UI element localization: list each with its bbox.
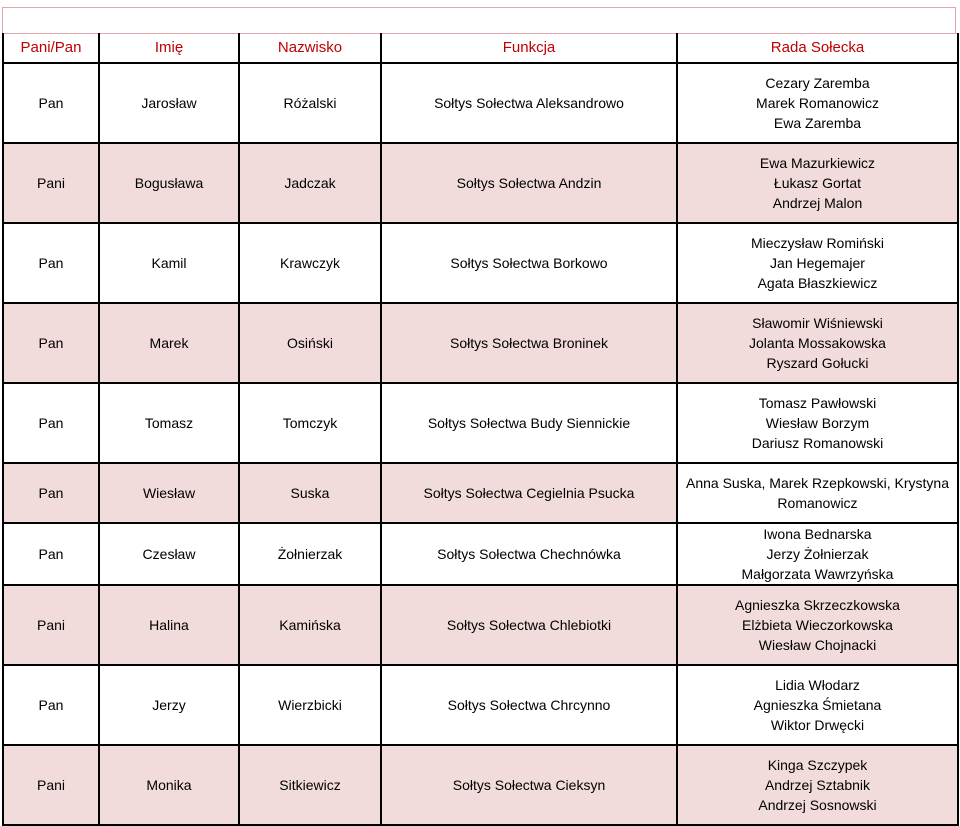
table-row: [3, 303, 958, 383]
table-row: [3, 63, 958, 143]
council-member: Wiesław Borzym: [765, 414, 870, 431]
cell-title: Pan: [3, 383, 99, 463]
cell-last-name: Jadczak: [239, 143, 381, 223]
cell-title: Pan: [3, 665, 99, 745]
cell-council: [677, 143, 958, 223]
cell-council: [677, 63, 958, 143]
cell-last-name: Tomczyk: [239, 383, 381, 463]
cell-first-name: Tomasz: [99, 383, 239, 463]
cell-first-name: Monika: [99, 745, 239, 825]
council-member: Cezary Zaremba: [765, 74, 870, 91]
council-member: Agata Błaszkiewicz: [757, 274, 878, 291]
header-first-name: Imię: [99, 34, 239, 63]
cell-council: [677, 303, 958, 383]
cell-title: Pan: [3, 223, 99, 303]
cell-title: Pan: [3, 463, 99, 523]
cell-first-name: Kamil: [99, 223, 239, 303]
cell-function: Sołtys Sołectwa Broninek: [381, 303, 677, 383]
council-member: Ewa Zaremba: [773, 114, 862, 131]
table-row: [3, 665, 958, 745]
cell-first-name: Marek: [99, 303, 239, 383]
council-member: Agnieszka Śmietana: [753, 696, 882, 713]
empty-header-cell: [2, 7, 956, 33]
header-council: Rada Sołecka: [677, 34, 958, 63]
cell-function: Sołtys Sołectwa Chlebiotki: [381, 585, 677, 665]
council-member: Sławomir Wiśniewski: [752, 314, 883, 331]
cell-title: Pani: [3, 143, 99, 223]
cell-council: [677, 523, 958, 585]
cell-council: [677, 665, 958, 745]
cell-first-name: Wiesław: [99, 463, 239, 523]
cell-last-name: Wierzbicki: [239, 665, 381, 745]
cell-title: Pan: [3, 63, 99, 143]
cell-title: Pani: [3, 745, 99, 825]
table-row: [3, 585, 958, 665]
council-member: Andrzej Sosnowski: [758, 796, 877, 813]
table-row: [3, 143, 958, 223]
header-title: Pani/Pan: [3, 34, 99, 63]
council-member: Łukasz Gortat: [773, 174, 862, 191]
cell-last-name: Suska: [239, 463, 381, 523]
village-council-table: [2, 33, 959, 826]
council-member: Mieczysław Romiński: [750, 234, 885, 251]
header-function: Funkcja: [381, 34, 677, 63]
cell-last-name: Krawczyk: [239, 223, 381, 303]
cell-council: [677, 223, 958, 303]
cell-function: Sołtys Sołectwa Cieksyn: [381, 745, 677, 825]
council-member: Wiktor Drwęcki: [770, 716, 865, 733]
cell-first-name: Bogusława: [99, 143, 239, 223]
cell-title: Pan: [3, 523, 99, 585]
cell-last-name: Różalski: [239, 63, 381, 143]
cell-function: Sołtys Sołectwa Borkowo: [381, 223, 677, 303]
council-member: Elżbieta Wieczorkowska: [742, 616, 893, 633]
table-row: [3, 383, 958, 463]
council-member: Kinga Szczypek: [767, 756, 868, 773]
cell-function: Sołtys Sołectwa Chrcynno: [381, 665, 677, 745]
council-member: Jan Hegemajer: [770, 254, 865, 271]
council-member: Lidia Włodarz: [775, 676, 860, 693]
cell-first-name: Halina: [99, 585, 239, 665]
cell-council: [677, 585, 958, 665]
table-row: [3, 463, 958, 523]
council-member: Iwona Bednarska: [763, 525, 872, 542]
cell-last-name: Sitkiewicz: [239, 745, 381, 825]
header-row: [3, 34, 958, 63]
cell-title: Pan: [3, 303, 99, 383]
cell-last-name: Żołnierzak: [239, 523, 381, 585]
council-member: Ryszard Gołucki: [766, 354, 869, 371]
table-row: [3, 523, 958, 585]
council-member: Anna Suska, Marek Rzepkowski, Krystyna: [686, 474, 949, 491]
cell-function: Sołtys Sołectwa Cegielnia Psucka: [381, 463, 677, 523]
cell-first-name: Czesław: [99, 523, 239, 585]
header-last-name: Nazwisko: [239, 34, 381, 63]
cell-first-name: Jerzy: [99, 665, 239, 745]
council-member: Andrzej Malon: [772, 194, 863, 211]
cell-last-name: Osiński: [239, 303, 381, 383]
council-member: Romanowicz: [777, 494, 858, 511]
table-row: [3, 223, 958, 303]
cell-function: Sołtys Sołectwa Aleksandrowo: [381, 63, 677, 143]
cell-function: Sołtys Sołectwa Chechnówka: [381, 523, 677, 585]
council-member: Ewa Mazurkiewicz: [759, 154, 876, 171]
council-member: Agnieszka Skrzeczkowska: [735, 596, 900, 613]
council-member: Małgorzata Wawrzyńska: [741, 565, 894, 582]
cell-first-name: Jarosław: [99, 63, 239, 143]
council-member: Jerzy Żołnierzak: [766, 545, 869, 562]
cell-council: [677, 383, 958, 463]
cell-function: Sołtys Sołectwa Budy Siennickie: [381, 383, 677, 463]
cell-last-name: Kamińska: [239, 585, 381, 665]
council-member: Tomasz Pawłowski: [758, 394, 877, 411]
cell-title: Pani: [3, 585, 99, 665]
council-member: Andrzej Sztabnik: [764, 776, 871, 793]
council-member: Wiesław Chojnacki: [758, 636, 877, 653]
council-member: Marek Romanowicz: [756, 94, 879, 111]
cell-council: [677, 463, 958, 523]
table-row: [3, 745, 958, 825]
council-member: Jolanta Mossakowska: [749, 334, 886, 351]
council-member: Dariusz Romanowski: [751, 434, 884, 451]
cell-function: Sołtys Sołectwa Andzin: [381, 143, 677, 223]
cell-council: [677, 745, 958, 825]
